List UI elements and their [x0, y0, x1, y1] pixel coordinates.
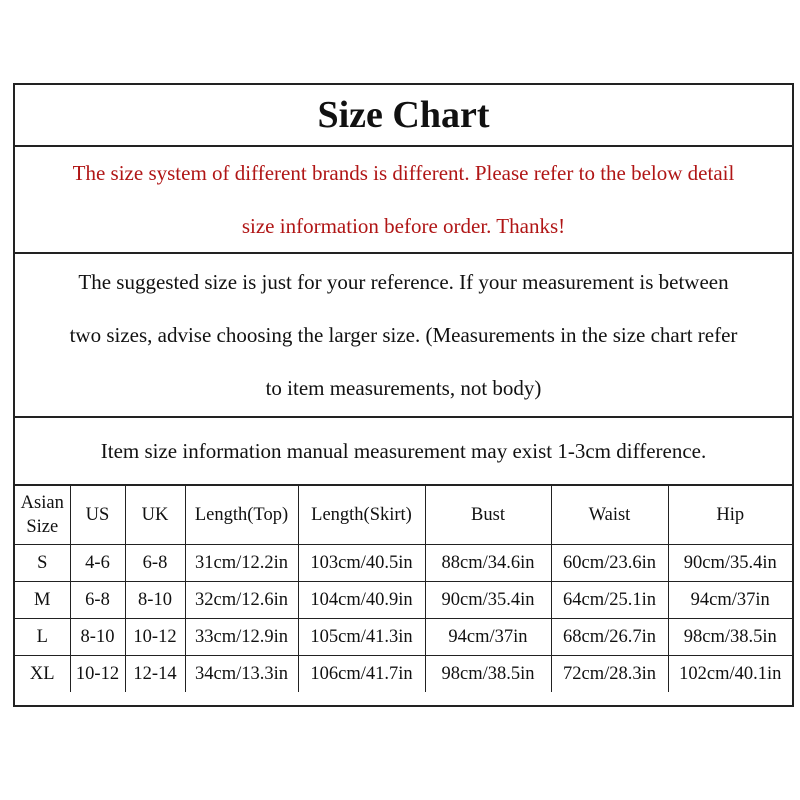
cell-uk: 6-8 [125, 545, 185, 582]
brand-size-notice [15, 147, 792, 254]
table-row [15, 545, 792, 582]
size-table [15, 486, 792, 692]
cell-bust: 98cm/38.5in [425, 656, 551, 693]
notice-line-1: The size system of different brands is different. Please refer to the below detail [72, 160, 735, 185]
cell-uk: 8-10 [125, 582, 185, 619]
cell-asian-size: S [15, 545, 70, 582]
cell-length-skirt: 106cm/41.7in [298, 656, 425, 693]
cell-bust: 88cm/34.6in [425, 545, 551, 582]
cell-bust: 94cm/37in [425, 619, 551, 656]
cell-length-top: 34cm/13.3in [185, 656, 298, 693]
cell-waist: 60cm/23.6in [551, 545, 668, 582]
size-advice [15, 254, 792, 418]
cell-hip: 98cm/38.5in [668, 619, 792, 656]
size-chart [13, 83, 794, 707]
cell-us: 4-6 [70, 545, 125, 582]
header-asian-size [15, 486, 70, 545]
header-length-skirt: Length(Skirt) [298, 486, 425, 545]
cell-length-top: 33cm/12.9in [185, 619, 298, 656]
cell-uk: 12-14 [125, 656, 185, 693]
header-hip: Hip [668, 486, 792, 545]
cell-length-skirt: 103cm/40.5in [298, 545, 425, 582]
cell-uk: 10-12 [125, 619, 185, 656]
header-length-top: Length(Top) [185, 486, 298, 545]
cell-waist: 68cm/26.7in [551, 619, 668, 656]
cell-hip: 94cm/37in [668, 582, 792, 619]
cell-asian-size: M [15, 582, 70, 619]
cell-length-skirt: 105cm/41.3in [298, 619, 425, 656]
notice-line-2: size information before order. Thanks! [241, 213, 566, 238]
header-waist: Waist [551, 486, 668, 545]
advice-line-2: two sizes, advise choosing the larger size. (Measurements in the size chart refer [69, 322, 738, 347]
cell-hip: 102cm/40.1in [668, 656, 792, 693]
header-uk: UK [125, 486, 185, 545]
cell-length-top: 32cm/12.6in [185, 582, 298, 619]
header-bust: Bust [425, 486, 551, 545]
table-header-row [15, 486, 792, 545]
table-row [15, 582, 792, 619]
cell-hip: 90cm/35.4in [668, 545, 792, 582]
cell-bust: 90cm/35.4in [425, 582, 551, 619]
cell-asian-size: L [15, 619, 70, 656]
cell-us: 8-10 [70, 619, 125, 656]
cell-us: 6-8 [70, 582, 125, 619]
measurement-difference-note: Item size information manual measurement may exist 1-3cm difference. [15, 418, 792, 486]
advice-line-1: The suggested size is just for your reference. If your measurement is between [78, 269, 729, 294]
chart-title: Size Chart [15, 85, 792, 147]
cell-waist: 64cm/25.1in [551, 582, 668, 619]
cell-waist: 72cm/28.3in [551, 656, 668, 693]
cell-length-top: 31cm/12.2in [185, 545, 298, 582]
advice-line-3: to item measurements, not body) [265, 375, 542, 400]
cell-asian-size: XL [15, 656, 70, 693]
header-us: US [70, 486, 125, 545]
table-row [15, 656, 792, 693]
header-asian-line-1: Asian [20, 493, 64, 513]
cell-length-skirt: 104cm/40.9in [298, 582, 425, 619]
header-asian-line-2: Size [26, 517, 59, 537]
table-row [15, 619, 792, 656]
cell-us: 10-12 [70, 656, 125, 693]
